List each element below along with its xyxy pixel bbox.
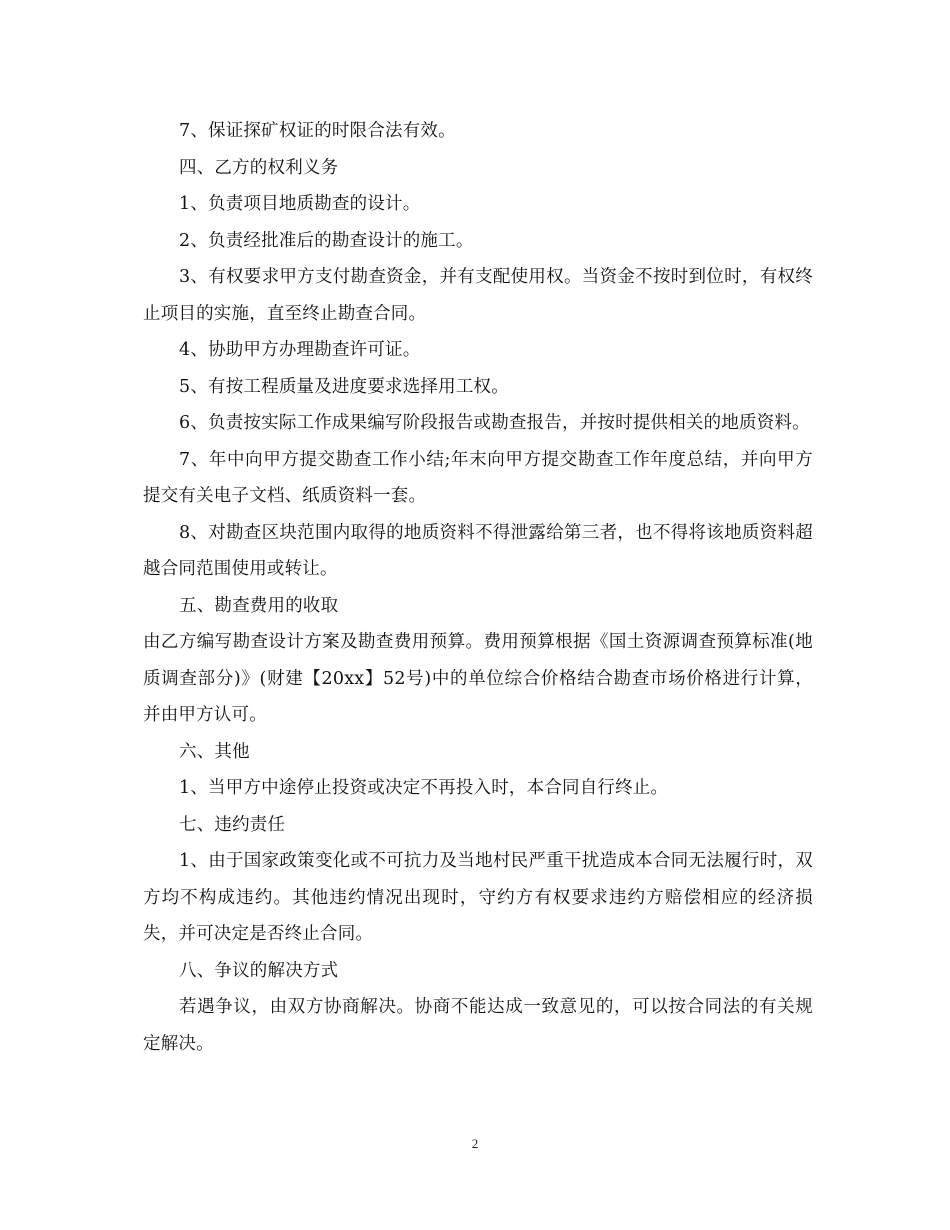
paragraph: 1、由于国家政策变化或不可抗力及当地村民严重干扰造成本合同无法履行时，双方均不构成违约。其他违约情况出现时，守约方有权要求违约方赔偿相应的经济损失，并可决定是否终止合同。 xyxy=(143,851,813,944)
paragraph: 6、负责按实际工作成果编写阶段报告或勘查报告，并按时提供相关的地质资料。 xyxy=(179,413,810,433)
paragraph: 3、有权要求甲方支付勘查资金，并有支配使用权。当资金不按时到位时，有权终止项目的实施，直至终止勘查合同。 xyxy=(143,267,813,324)
page-number: 2 xyxy=(471,1136,479,1151)
paragraph: 8、对勘查区块范围内取得的地质资料不得泄露给第三者，也不得将该地质资料超越合同范围使用或转让。 xyxy=(143,522,813,579)
paragraph: 2、负责经批准后的勘查设计的施工。 xyxy=(179,230,474,251)
section-heading: 六、其他 xyxy=(179,741,250,762)
paragraph: 7、年中向甲方提交勘查工作小结;年末向甲方提交勘查工作年度总结，并向甲方提交有关电子文档、纸质资料一套。 xyxy=(143,449,813,506)
paragraph: 5、有按工程质量及进度要求选择用工权。 xyxy=(179,376,509,397)
paragraph: 1、当甲方中途停止投资或决定不再投入时，本合同自行终止。 xyxy=(179,778,669,798)
document-body xyxy=(143,113,813,1062)
section-heading: 五、勘查费用的收取 xyxy=(179,595,339,616)
section-heading: 七、违约责任 xyxy=(179,814,286,835)
paragraph: 7、保证探矿权证的时限合法有效。 xyxy=(179,121,456,141)
paragraph: 4、协助甲方办理勘查许可证。 xyxy=(179,340,421,360)
section-heading: 八、争议的解决方式 xyxy=(179,960,339,981)
paragraph: 1、负责项目地质勘查的设计。 xyxy=(179,194,421,214)
paragraph: 由乙方编写勘查设计方案及勘查费用预算。费用预算根据《国土资源调查预算标准(地质调查部分)》(财建【20xx】52号)中的单位综合价格结合勘查市场价格进行计算，并由甲方认可。 xyxy=(143,632,813,725)
section-heading: 四、乙方的权利义务 xyxy=(179,157,339,178)
paragraph: 若遇争议，由双方协商解决。协商不能达成一致意见的，可以按合同法的有关规定解决。 xyxy=(143,997,813,1054)
